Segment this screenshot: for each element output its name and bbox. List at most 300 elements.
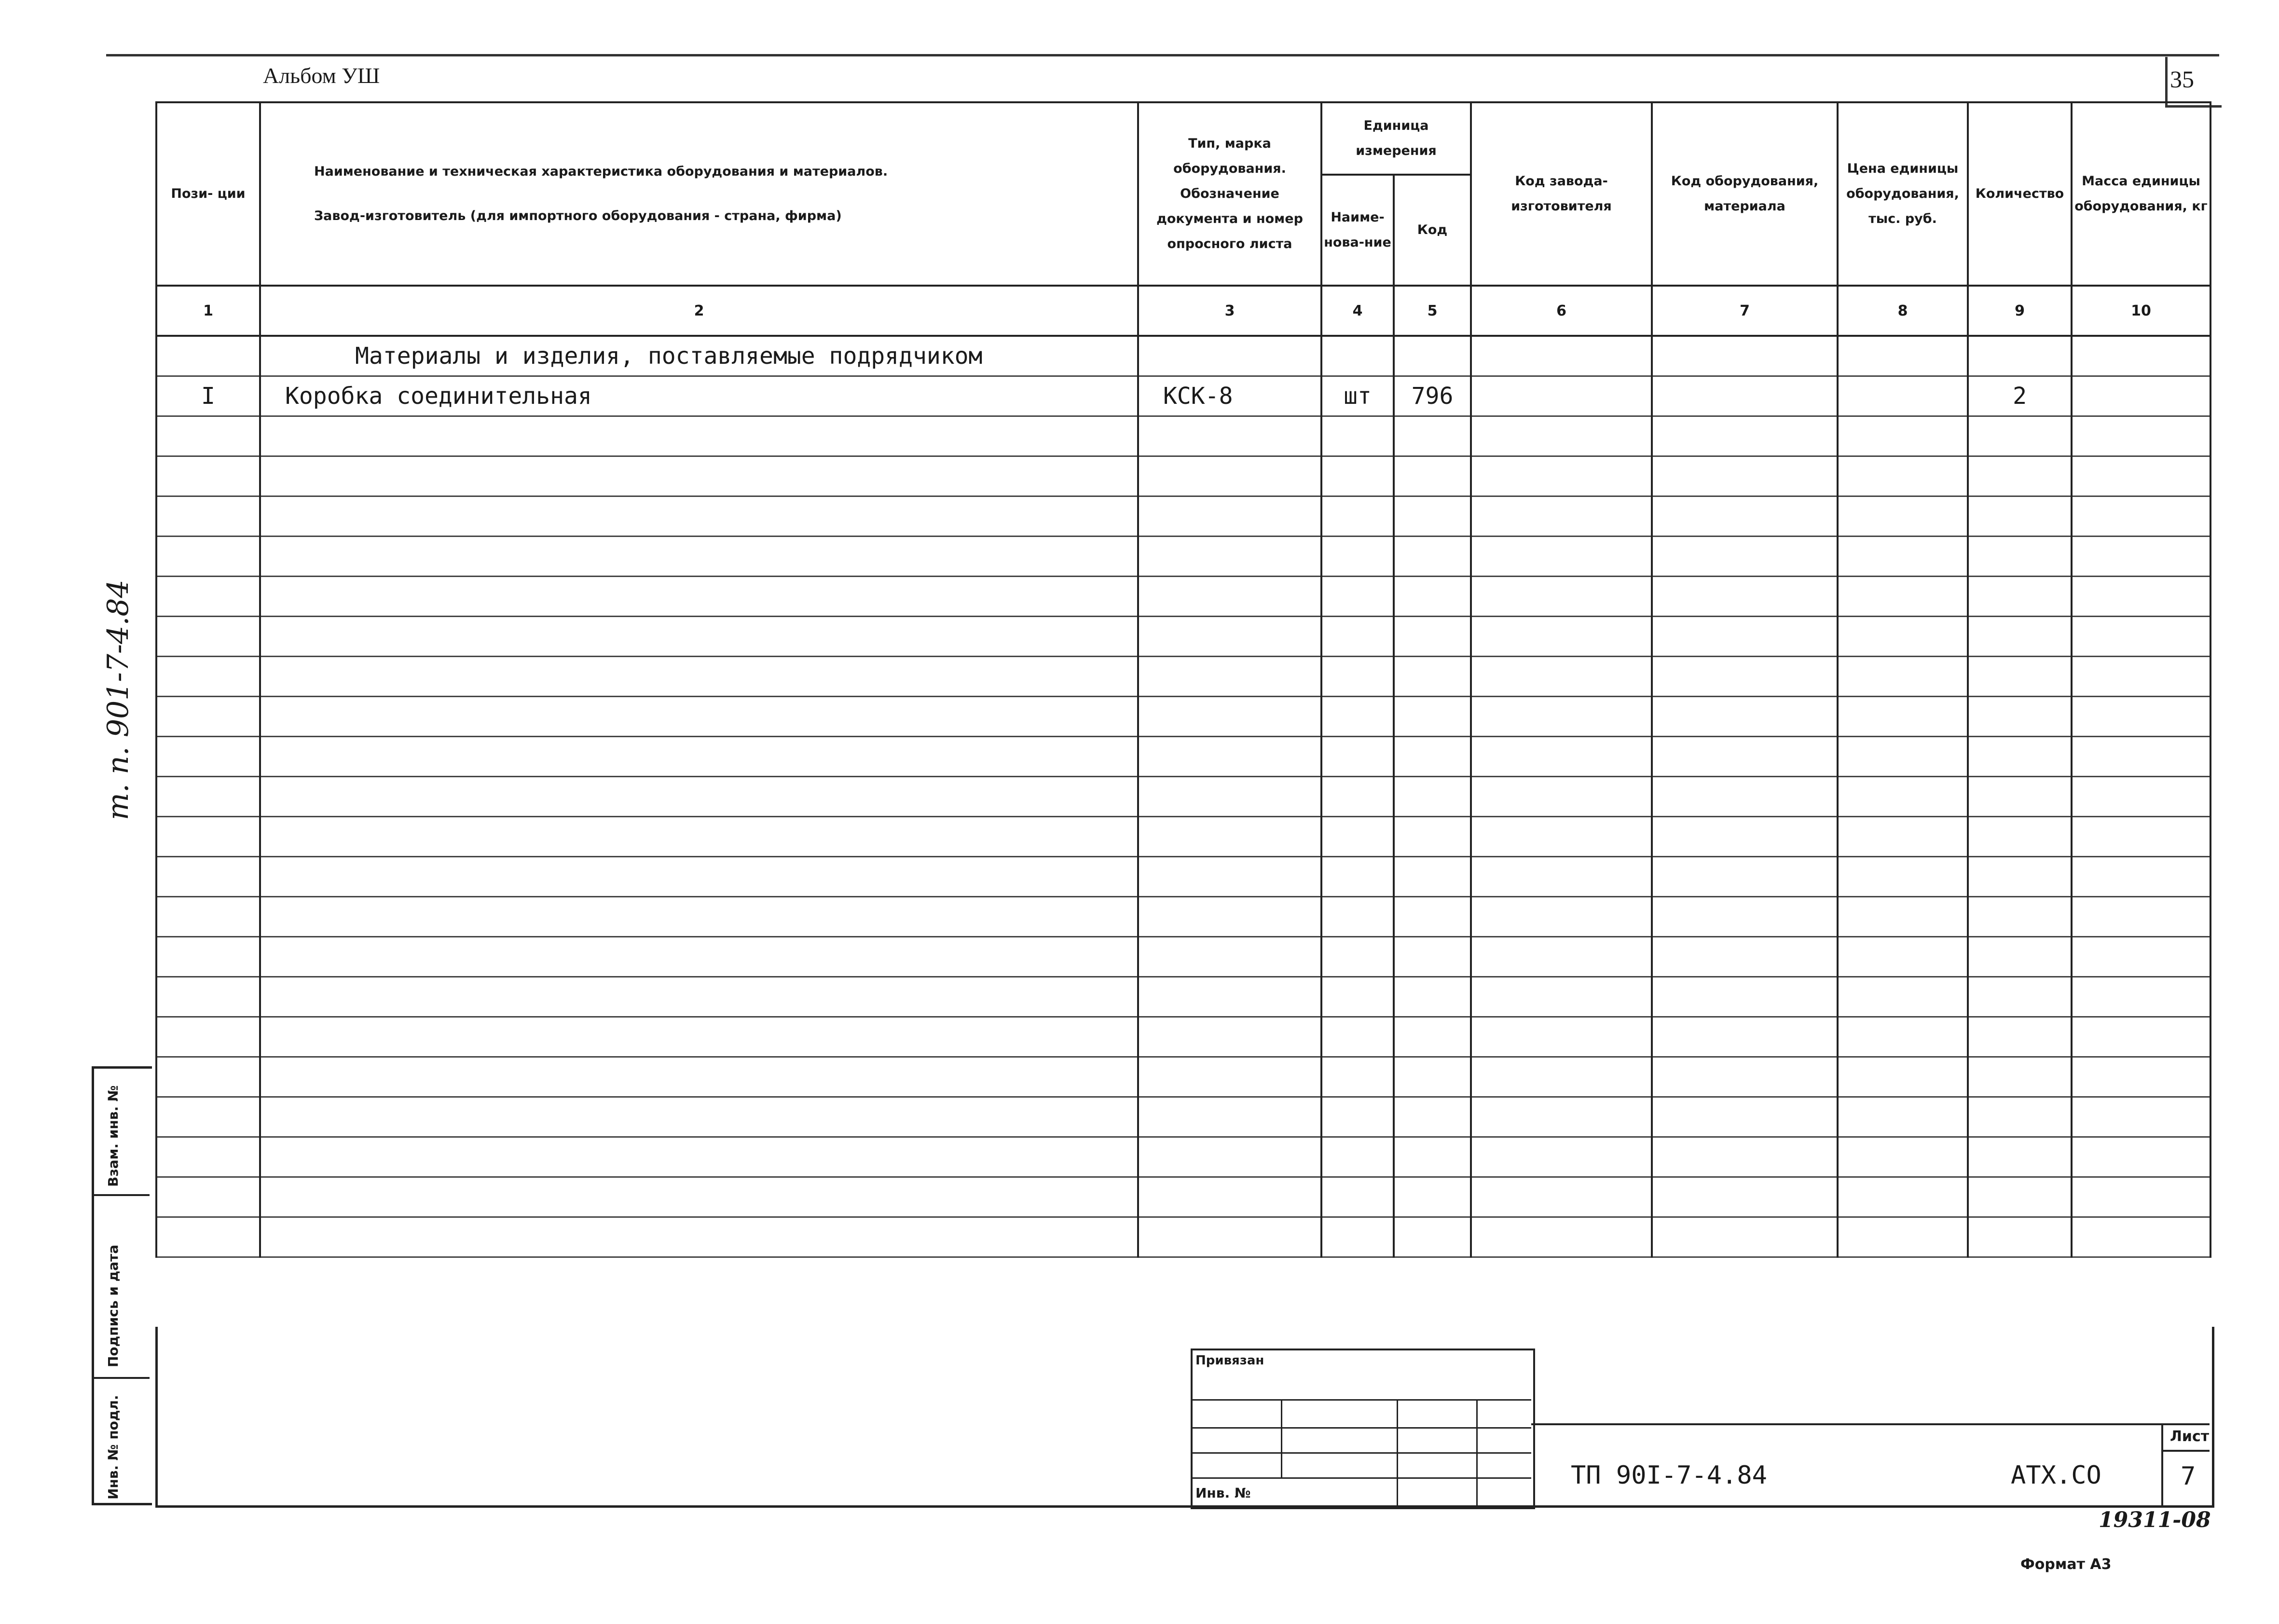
- empty-cell: [1838, 897, 1968, 937]
- empty-cell: [1394, 737, 1471, 777]
- empty-cell: [2072, 1017, 2210, 1057]
- grid-line: [1191, 1452, 1531, 1454]
- empty-cell: [1394, 697, 1471, 737]
- empty-cell: [1471, 1137, 1652, 1177]
- grid-line: [1191, 1477, 1531, 1479]
- empty-cell: [260, 817, 1138, 857]
- empty-cell: [1968, 697, 2072, 737]
- empty-cell: [156, 977, 260, 1017]
- empty-cell: [1394, 1097, 1471, 1137]
- empty-cell: [2072, 697, 2210, 737]
- empty-cell: [1471, 937, 1652, 977]
- empty-cell: [1968, 657, 2072, 697]
- empty-cell: [1652, 897, 1838, 937]
- empty-cell: [2072, 977, 2210, 1017]
- empty-cell: [2072, 1057, 2210, 1097]
- row-quantity: 2: [1968, 376, 2072, 416]
- empty-cell: [1652, 777, 1838, 817]
- empty-cell: [1394, 577, 1471, 617]
- empty-cell: [2072, 1217, 2210, 1257]
- empty-cell: [260, 617, 1138, 657]
- sheet-divider: [2161, 1450, 2210, 1452]
- col-header-mass-text: Масса единицы оборудования, кг: [2074, 174, 2208, 214]
- empty-cell: [1394, 977, 1471, 1017]
- album-label: Альбом УШ: [263, 63, 380, 88]
- table-row: [156, 376, 2210, 416]
- empty-cell: [1838, 737, 1968, 777]
- blank-row: [156, 456, 2210, 496]
- empty-cell: [1471, 456, 1652, 496]
- blank-row: [156, 737, 2210, 777]
- blank-row: [156, 977, 2210, 1017]
- empty-cell: [1138, 937, 1321, 977]
- empty-cell: [260, 1017, 1138, 1057]
- empty-cell: [1968, 937, 2072, 977]
- blank-row: [156, 817, 2210, 857]
- empty-cell: [1838, 336, 1968, 376]
- blank-row: [156, 897, 2210, 937]
- empty-cell: [1394, 857, 1471, 897]
- empty-cell: [1652, 617, 1838, 657]
- blank-row: [156, 657, 2210, 697]
- empty-cell: [260, 737, 1138, 777]
- col-num: 10: [2072, 286, 2210, 336]
- empty-cell: [2072, 857, 2210, 897]
- col-header-mass: [2072, 102, 2210, 286]
- empty-cell: [1138, 897, 1321, 937]
- empty-cell: [260, 657, 1138, 697]
- empty-cell: [1138, 336, 1321, 376]
- empty-cell: [1471, 1177, 1652, 1217]
- empty-cell: [1652, 1177, 1838, 1217]
- grid-line: [1397, 1399, 1398, 1505]
- empty-cell: [1968, 1217, 2072, 1257]
- empty-cell: [1471, 537, 1652, 577]
- empty-cell: [1321, 496, 1394, 537]
- row-unit-code: 796: [1394, 376, 1471, 416]
- empty-cell: [260, 697, 1138, 737]
- grid-line: [1476, 1399, 1478, 1505]
- empty-cell: [260, 1137, 1138, 1177]
- empty-cell: [2072, 577, 2210, 617]
- empty-cell: [1652, 336, 1838, 376]
- empty-cell: [1838, 1217, 1968, 1257]
- empty-cell: [156, 817, 260, 857]
- empty-cell: [2072, 416, 2210, 456]
- empty-cell: [1471, 857, 1652, 897]
- empty-cell: [1138, 777, 1321, 817]
- empty-cell: [1394, 1217, 1471, 1257]
- empty-cell: [1321, 937, 1394, 977]
- empty-cell: [260, 977, 1138, 1017]
- empty-cell: [1838, 1057, 1968, 1097]
- empty-cell: [1968, 1177, 2072, 1217]
- col-header-position: [156, 102, 260, 286]
- empty-cell: [1838, 697, 1968, 737]
- empty-cell: [1321, 336, 1394, 376]
- blank-row: [156, 1137, 2210, 1177]
- empty-cell: [156, 617, 260, 657]
- col-header-factory-code-text: Код завода-изготовителя: [1511, 174, 1612, 214]
- empty-cell: [1394, 817, 1471, 857]
- empty-cell: [1652, 857, 1838, 897]
- empty-cell: [260, 1217, 1138, 1257]
- blank-row: [156, 1017, 2210, 1057]
- col-num: 9: [1968, 286, 2072, 336]
- inv-label: Инв. №: [1195, 1485, 1251, 1501]
- empty-cell: [156, 1017, 260, 1057]
- grid-line: [1281, 1399, 1282, 1477]
- empty-cell: [1838, 456, 1968, 496]
- empty-cell: [156, 537, 260, 577]
- empty-cell: [1968, 496, 2072, 537]
- empty-cell: [1471, 617, 1652, 657]
- specification-table: [155, 101, 2211, 1258]
- empty-cell: [1321, 1217, 1394, 1257]
- empty-cell: [1652, 657, 1838, 697]
- empty-cell: [1968, 336, 2072, 376]
- empty-cell: [156, 577, 260, 617]
- empty-cell: [1471, 577, 1652, 617]
- empty-cell: [1138, 977, 1321, 1017]
- stamp-cell-signature: [92, 1196, 150, 1379]
- empty-cell: [1968, 897, 2072, 937]
- empty-cell: [1138, 1017, 1321, 1057]
- col-num: 3: [1138, 286, 1321, 336]
- empty-cell: [1471, 897, 1652, 937]
- sheet-number: 7: [2181, 1462, 2196, 1491]
- empty-cell: [1652, 416, 1838, 456]
- document-cipher: АТХ.СО: [2011, 1461, 2101, 1490]
- empty-cell: [1471, 777, 1652, 817]
- empty-cell: [260, 1057, 1138, 1097]
- title-line: [1531, 1423, 2210, 1425]
- col-header-unit-code-text: Код: [1417, 222, 1448, 237]
- empty-cell: [1394, 617, 1471, 657]
- empty-cell: [1838, 937, 1968, 977]
- blank-row: [156, 1057, 2210, 1097]
- top-rule: [106, 54, 2219, 56]
- col-header-unit-name: [1321, 175, 1394, 286]
- col-header-name-line1: Наименование и техническая характеристика оборудования и материалов.: [314, 164, 888, 179]
- empty-cell: [1321, 416, 1394, 456]
- empty-cell: [1138, 1177, 1321, 1217]
- empty-cell: [260, 456, 1138, 496]
- empty-cell: [1138, 617, 1321, 657]
- empty-cell: [1321, 817, 1394, 857]
- empty-cell: [1321, 897, 1394, 937]
- empty-cell: [1394, 1017, 1471, 1057]
- empty-cell: [260, 1097, 1138, 1137]
- empty-cell: [1321, 777, 1394, 817]
- empty-cell: [1838, 537, 1968, 577]
- empty-cell: [1471, 737, 1652, 777]
- empty-cell: [260, 537, 1138, 577]
- page-number: 35: [2170, 66, 2194, 93]
- empty-cell: [1394, 1177, 1471, 1217]
- empty-cell: [1652, 697, 1838, 737]
- blank-row: [156, 777, 2210, 817]
- empty-cell: [1652, 376, 1838, 416]
- empty-cell: [1471, 1057, 1652, 1097]
- empty-cell: [1968, 537, 2072, 577]
- empty-cell: [1138, 817, 1321, 857]
- sheet-label: Лист: [2170, 1428, 2210, 1445]
- col-header-price: [1838, 102, 1968, 286]
- col-num: 5: [1394, 286, 1471, 336]
- section-heading-row: [156, 336, 2210, 376]
- blank-row: [156, 1097, 2210, 1137]
- empty-cell: [1968, 977, 2072, 1017]
- empty-cell: [1321, 1097, 1394, 1137]
- empty-cell: [1652, 456, 1838, 496]
- row-position: I: [156, 376, 260, 416]
- empty-cell: [1138, 697, 1321, 737]
- empty-cell: [156, 1177, 260, 1217]
- empty-cell: [156, 697, 260, 737]
- empty-cell: [1321, 456, 1394, 496]
- empty-cell: [2072, 336, 2210, 376]
- document-code: ТП 90I-7-4.84: [1571, 1461, 1767, 1490]
- empty-cell: [1138, 456, 1321, 496]
- empty-cell: [1838, 577, 1968, 617]
- empty-cell: [260, 897, 1138, 937]
- empty-cell: [156, 416, 260, 456]
- col-header-name-line2: Завод-изготовитель (для импортного оборудования - страна, фирма): [314, 208, 842, 223]
- blank-row: [156, 416, 2210, 456]
- empty-cell: [1652, 977, 1838, 1017]
- empty-cell: [260, 577, 1138, 617]
- blank-row: [156, 697, 2210, 737]
- empty-cell: [2072, 456, 2210, 496]
- col-header-equipment-code-text: Код оборудования, материала: [1671, 174, 1819, 214]
- empty-cell: [1471, 697, 1652, 737]
- empty-cell: [2072, 777, 2210, 817]
- section-heading: Материалы и изделия, поставляемые подрядчиком: [260, 336, 1138, 376]
- empty-cell: [1838, 416, 1968, 456]
- empty-cell: [2072, 897, 2210, 937]
- empty-cell: [1968, 1057, 2072, 1097]
- empty-cell: [1394, 496, 1471, 537]
- empty-cell: [2072, 617, 2210, 657]
- empty-cell: [1838, 1177, 1968, 1217]
- empty-cell: [1321, 657, 1394, 697]
- empty-cell: [1838, 1017, 1968, 1057]
- side-project-code: т. п. 901-7-4.84: [101, 579, 135, 820]
- empty-cell: [156, 777, 260, 817]
- empty-cell: [260, 1177, 1138, 1217]
- empty-cell: [1394, 336, 1471, 376]
- col-header-name: [260, 102, 1138, 286]
- empty-cell: [1394, 416, 1471, 456]
- empty-cell: [1138, 577, 1321, 617]
- empty-cell: [2072, 376, 2210, 416]
- empty-cell: [1138, 857, 1321, 897]
- empty-cell: [1138, 537, 1321, 577]
- empty-cell: [1321, 617, 1394, 657]
- empty-cell: [1394, 897, 1471, 937]
- empty-cell: [1652, 1097, 1838, 1137]
- empty-cell: [2072, 1177, 2210, 1217]
- empty-cell: [156, 1057, 260, 1097]
- grid-line: [1191, 1399, 1531, 1401]
- empty-cell: [1838, 777, 1968, 817]
- empty-cell: [1321, 1137, 1394, 1177]
- row-name: Коробка соединительная: [260, 376, 1138, 416]
- blank-row: [156, 857, 2210, 897]
- empty-cell: [1471, 1217, 1652, 1257]
- empty-cell: [1321, 537, 1394, 577]
- empty-cell: [260, 777, 1138, 817]
- col-header-price-text: Цена единицы оборудования, тыс. руб.: [1846, 161, 1959, 226]
- blank-row: [156, 617, 2210, 657]
- empty-cell: [156, 1137, 260, 1177]
- empty-cell: [1471, 336, 1652, 376]
- col-num: 2: [260, 286, 1138, 336]
- empty-cell: [1321, 1177, 1394, 1217]
- empty-cell: [1838, 1097, 1968, 1137]
- col-header-quantity: [1968, 102, 2072, 286]
- stamp-label-original-inv: Инв. № подл.: [105, 1395, 121, 1500]
- empty-cell: [1471, 1097, 1652, 1137]
- empty-cell: [1968, 857, 2072, 897]
- empty-cell: [156, 657, 260, 697]
- empty-cell: [1652, 1217, 1838, 1257]
- blank-row: [156, 537, 2210, 577]
- empty-cell: [2072, 817, 2210, 857]
- empty-cell: [1968, 456, 2072, 496]
- col-num: 7: [1652, 286, 1838, 336]
- empty-cell: [1838, 657, 1968, 697]
- empty-cell: [1652, 537, 1838, 577]
- empty-cell: [1968, 737, 2072, 777]
- empty-cell: [1838, 817, 1968, 857]
- empty-cell: [156, 937, 260, 977]
- empty-cell: [1394, 537, 1471, 577]
- empty-cell: [2072, 1097, 2210, 1137]
- empty-cell: [156, 456, 260, 496]
- empty-cell: [1652, 737, 1838, 777]
- stamp-label-replace-inv: Взам. инв. №: [105, 1085, 121, 1187]
- empty-cell: [1838, 617, 1968, 657]
- col-num: 6: [1471, 286, 1652, 336]
- blank-row: [156, 1177, 2210, 1217]
- empty-cell: [1652, 496, 1838, 537]
- col-num: 8: [1838, 286, 1968, 336]
- empty-cell: [260, 937, 1138, 977]
- row-unit: шт: [1321, 376, 1394, 416]
- empty-cell: [1838, 496, 1968, 537]
- empty-cell: [1652, 937, 1838, 977]
- empty-cell: [1321, 857, 1394, 897]
- empty-cell: [156, 336, 260, 376]
- col-header-position-text: Пози- ции: [171, 186, 246, 201]
- empty-cell: [1838, 376, 1968, 416]
- empty-cell: [1138, 737, 1321, 777]
- empty-cell: [1471, 376, 1652, 416]
- empty-cell: [1138, 416, 1321, 456]
- blank-row: [156, 1217, 2210, 1257]
- empty-cell: [1138, 1137, 1321, 1177]
- empty-cell: [1968, 617, 2072, 657]
- empty-cell: [2072, 737, 2210, 777]
- empty-cell: [1968, 817, 2072, 857]
- empty-cell: [1321, 977, 1394, 1017]
- empty-cell: [1838, 977, 1968, 1017]
- empty-cell: [1471, 416, 1652, 456]
- empty-cell: [1321, 1057, 1394, 1097]
- empty-cell: [1652, 1017, 1838, 1057]
- empty-cell: [1968, 577, 2072, 617]
- empty-cell: [156, 737, 260, 777]
- empty-cell: [2072, 496, 2210, 537]
- empty-cell: [1838, 1137, 1968, 1177]
- empty-cell: [156, 857, 260, 897]
- blank-row: [156, 496, 2210, 537]
- col-header-equipment-code: [1652, 102, 1838, 286]
- col-header-unit-group-text: Единица измерения: [1356, 118, 1437, 158]
- format-label: Формат А3: [2020, 1556, 2112, 1573]
- empty-cell: [1652, 1057, 1838, 1097]
- col-header-unit-code: [1394, 175, 1471, 286]
- empty-cell: [1321, 737, 1394, 777]
- empty-cell: [1471, 496, 1652, 537]
- empty-cell: [1968, 1017, 2072, 1057]
- inventory-number: 19311-08: [2099, 1508, 2211, 1532]
- empty-cell: [1652, 1137, 1838, 1177]
- empty-cell: [156, 1217, 260, 1257]
- empty-cell: [2072, 537, 2210, 577]
- blank-row: [156, 577, 2210, 617]
- empty-cell: [1394, 1057, 1471, 1097]
- bound-label: Привязан: [1195, 1353, 1264, 1368]
- empty-cell: [260, 416, 1138, 456]
- empty-cell: [1394, 1137, 1471, 1177]
- col-header-unit-name-text: Наиме-нова-ние: [1324, 210, 1391, 250]
- empty-cell: [1394, 937, 1471, 977]
- empty-cell: [1138, 1217, 1321, 1257]
- empty-cell: [156, 496, 260, 537]
- empty-cell: [1321, 1017, 1394, 1057]
- title-block-frame: [155, 1327, 2214, 1508]
- empty-cell: [1394, 777, 1471, 817]
- empty-cell: [2072, 657, 2210, 697]
- empty-cell: [1652, 817, 1838, 857]
- empty-cell: [260, 496, 1138, 537]
- empty-cell: [1968, 777, 2072, 817]
- empty-cell: [1394, 657, 1471, 697]
- col-header-type: [1138, 102, 1321, 286]
- stamp-label-signature: Подпись и дата: [105, 1244, 121, 1367]
- empty-cell: [1321, 577, 1394, 617]
- stamp-cell-replace-inv: [92, 1066, 150, 1196]
- empty-cell: [1321, 697, 1394, 737]
- blank-row: [156, 937, 2210, 977]
- col-header-quantity-text: Количество: [1975, 186, 2064, 201]
- blank-rows: [156, 416, 2210, 1257]
- empty-cell: [156, 897, 260, 937]
- empty-cell: [156, 1097, 260, 1137]
- empty-cell: [2072, 937, 2210, 977]
- empty-cell: [1838, 857, 1968, 897]
- col-header-factory-code: [1471, 102, 1652, 286]
- empty-cell: [2072, 1137, 2210, 1177]
- empty-cell: [1471, 1017, 1652, 1057]
- empty-cell: [1652, 577, 1838, 617]
- col-header-unit-group: [1321, 102, 1471, 175]
- col-num: 4: [1321, 286, 1394, 336]
- empty-cell: [1394, 456, 1471, 496]
